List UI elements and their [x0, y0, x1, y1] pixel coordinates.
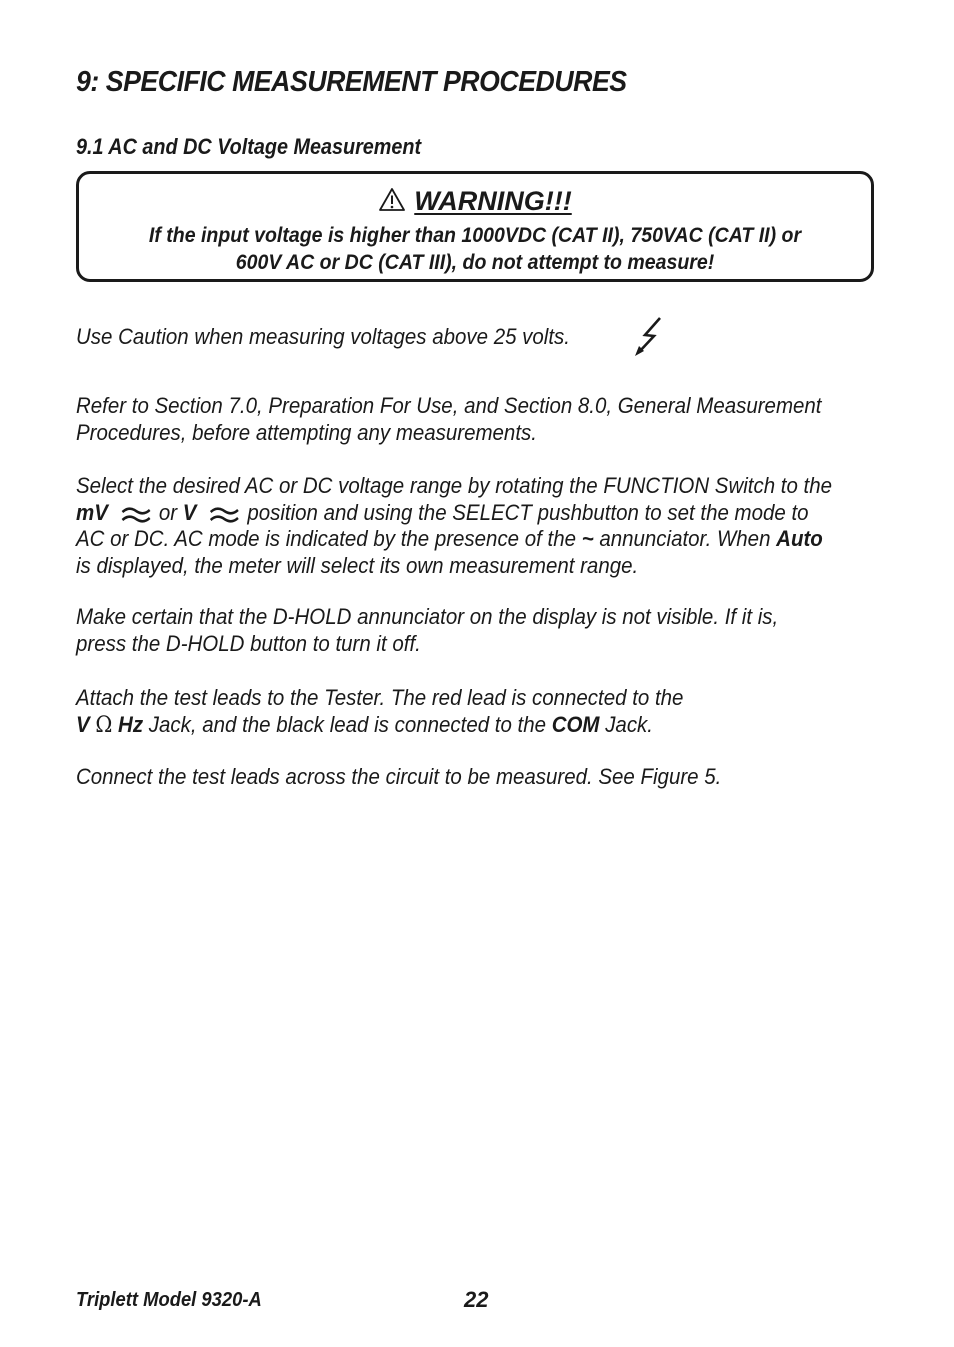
select-line-2-text: position and using the SELECT pushbutton to set the mode to [247, 499, 809, 525]
caution-paragraph [76, 324, 877, 351]
select-line-3-text-b: annunciator. When [599, 526, 771, 551]
caution-text: Use Caution when measuring voltages above 25 volts. [76, 324, 570, 349]
attach-line-2-text: Jack, and the black lead is connected to the [148, 711, 547, 737]
section-subtitle: 9.1 AC and DC Voltage Measurement [76, 134, 422, 159]
attach-line-2 [76, 712, 877, 739]
ohm-symbol: Ω [95, 711, 113, 738]
connect-paragraph: Connect the test leads across the circuit to be measured. See Figure 5. [76, 764, 722, 789]
mv-label: mV [76, 499, 108, 525]
refer-paragraph [76, 393, 877, 446]
refer-line-1: Refer to Section 7.0, Preparation For Use, and Section 8.0, General Measurement [76, 393, 822, 418]
select-line-2 [76, 500, 877, 527]
select-paragraph [76, 473, 877, 579]
warning-text [107, 222, 844, 276]
refer-line-2: Procedures, before attempting any measurements. [76, 419, 537, 445]
lightning-bolt-icon [632, 316, 672, 358]
warning-line-2: 600V AC or DC (CAT III), do not attempt to measure! [235, 251, 715, 274]
select-line-3-text-a: AC or DC. AC mode is indicated by the presence of the [76, 526, 576, 551]
footer-model: Triplett Model 9320-A [76, 1289, 262, 1311]
dhold-line-1: Make certain that the D-HOLD annunciator on the display is not visible. If it is, [76, 604, 779, 629]
dhold-paragraph [76, 604, 877, 657]
warning-triangle-icon [378, 187, 406, 212]
warning-box [76, 171, 874, 282]
auto-label: Auto [776, 526, 823, 551]
attach-paragraph [76, 685, 877, 738]
select-line-1: Select the desired AC or DC voltage range by rotating the FUNCTION Switch to the [76, 473, 833, 498]
ac-dc-symbol-icon [209, 505, 240, 523]
jack-v-label: V [76, 711, 90, 737]
attach-line-2-end: Jack. [605, 711, 653, 737]
dhold-line-2: press the D-HOLD button to turn it off. [76, 630, 421, 656]
or-text: or [158, 499, 178, 525]
jack-hz-label: Hz [118, 711, 144, 737]
com-label: COM [551, 711, 600, 737]
warning-title-text: WARNING!!! [414, 186, 572, 216]
select-line-4: is displayed, the meter will select its own measurement range. [76, 552, 639, 578]
attach-line-1: Attach the test leads to the Tester. The red lead is connected to the [76, 685, 684, 710]
warning-title [79, 186, 871, 217]
select-line-3 [76, 526, 877, 553]
ac-dc-symbol-icon [121, 505, 152, 523]
warning-line-1: If the input voltage is higher than 1000VDC (CAT II), 750VAC (CAT II) or [148, 224, 802, 247]
v-label: V [182, 499, 197, 525]
page-title: 9: SPECIFIC MEASUREMENT PROCEDURES [76, 66, 627, 98]
page-number: 22 [464, 1287, 489, 1312]
tilde-symbol: ~ [581, 526, 594, 551]
